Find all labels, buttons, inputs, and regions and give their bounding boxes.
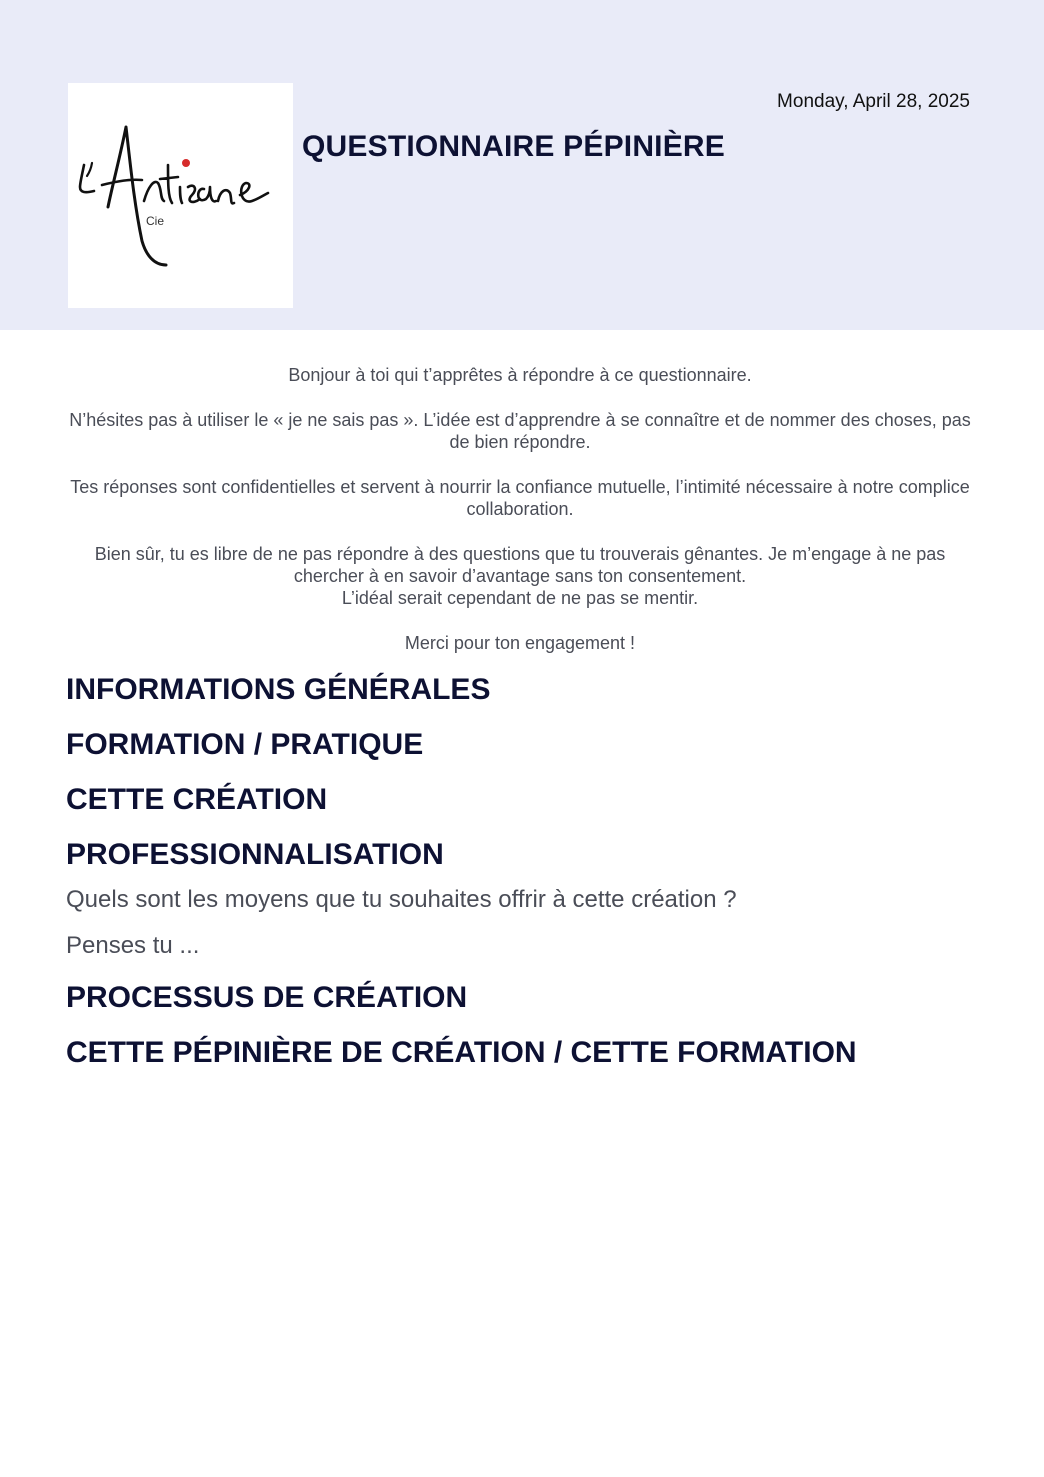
document-title: QUESTIONNAIRE PÉPINIÈRE [302, 130, 726, 163]
intro-paragraph: N’hésites pas à utiliser le « je ne sais pas ». L’idée est d’apprendre à se connaître et de nommer des choses, pas de bien répondre. [69, 410, 971, 452]
company-logo [68, 83, 293, 308]
section-heading-nursery: CETTE PÉPINIÈRE DE CRÉATION / CETTE FORMATION [66, 1036, 857, 1069]
question-resources: Quels sont les moyens que tu souhaites offrir à cette création ? [66, 886, 737, 913]
page-header [0, 0, 1044, 330]
section-heading-this-creation: CETTE CRÉATION [66, 783, 328, 816]
intro-text [66, 364, 974, 654]
document-date: Monday, April 28, 2025 [777, 91, 970, 112]
intro-paragraph: Tes réponses sont confidentielles et servent à nourrir la confiance mutuelle, l’intimité nécessaire à notre complice collaboration. [70, 477, 970, 519]
intro-line: L’idéal serait cependant de ne pas se mentir. [341, 588, 699, 608]
section-heading-training: FORMATION / PRATIQUE [66, 728, 424, 761]
intro-paragraph: Merci pour ton engagement ! [404, 633, 636, 653]
section-heading-general-info: INFORMATIONS GÉNÉRALES [66, 673, 491, 706]
intro-paragraph: Bonjour à toi qui t’apprêtes à répondre à ce questionnaire. [288, 365, 752, 385]
section-heading-creation-process: PROCESSUS DE CRÉATION [66, 981, 468, 1014]
sections-list [66, 668, 986, 1075]
artisane-logo-icon [68, 83, 293, 308]
section-heading-professionalisation: PROFESSIONNALISATION [66, 838, 444, 871]
intro-paragraph [66, 543, 974, 609]
intro-line: Bien sûr, tu es libre de ne pas répondre à des questions que tu trouverais gênantes. Je m’engage à ne pas chercher à en savoir d’avantage sans ton consentement. [94, 544, 946, 586]
question-think: Penses tu ... [66, 932, 200, 959]
svg-text:Cie: Cie [146, 214, 165, 228]
